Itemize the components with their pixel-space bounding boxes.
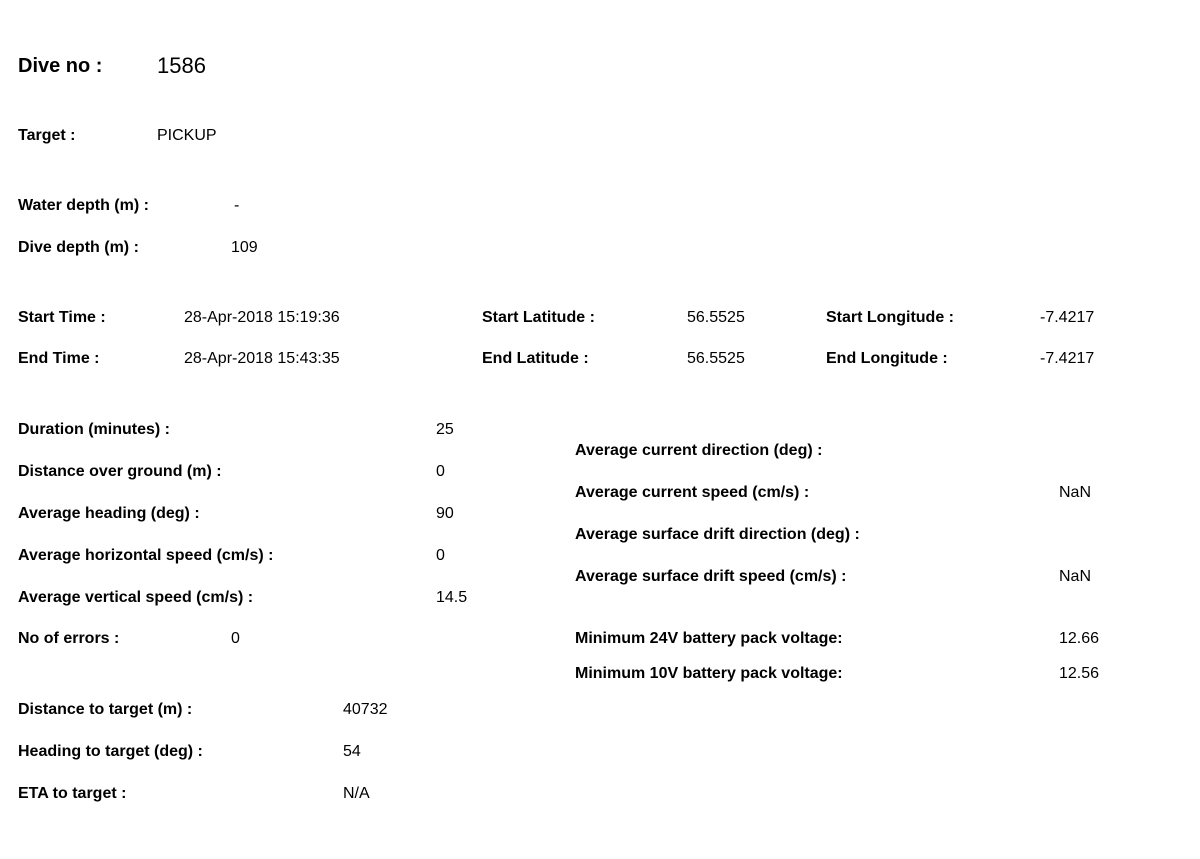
average-horizontal-speed-value: 0 — [436, 547, 445, 564]
average-heading-label: Average heading (deg) : — [18, 505, 200, 522]
start-time-value: 28-Apr-2018 15:19:36 — [184, 309, 340, 326]
average-current-direction-label: Average current direction (deg) : — [575, 442, 823, 459]
average-current-speed-label: Average current speed (cm/s) : — [575, 484, 810, 501]
heading-to-target-label: Heading to target (deg) : — [18, 743, 203, 760]
end-longitude-label: End Longitude : — [826, 350, 948, 367]
start-latitude-value: 56.5525 — [687, 309, 745, 326]
distance-to-target-label: Distance to target (m) : — [18, 701, 193, 718]
end-longitude-value: -7.4217 — [1040, 350, 1095, 367]
target-value: PICKUP — [157, 127, 217, 144]
dive-depth-value: 109 — [231, 239, 258, 256]
min-24v-battery-label: Minimum 24V battery pack voltage: — [575, 630, 843, 647]
average-surface-drift-direction-label: Average surface drift direction (deg) : — [575, 526, 860, 543]
end-latitude-value: 56.5525 — [687, 350, 745, 367]
end-time-label: End Time : — [18, 350, 100, 367]
average-heading-value: 90 — [436, 505, 454, 522]
average-current-speed-value: NaN — [1059, 484, 1092, 501]
water-depth-value: - — [234, 197, 240, 214]
average-surface-drift-speed-label: Average surface drift speed (cm/s) : — [575, 568, 847, 585]
distance-over-ground-label: Distance over ground (m) : — [18, 463, 222, 480]
average-vertical-speed-label: Average vertical speed (cm/s) : — [18, 589, 254, 606]
min-10v-battery-value: 12.56 — [1059, 665, 1100, 682]
errors-label: No of errors : — [18, 630, 120, 647]
water-depth-label: Water depth (m) : — [18, 197, 149, 214]
distance-over-ground-value: 0 — [436, 463, 445, 480]
duration-value: 25 — [436, 421, 454, 438]
distance-to-target-value: 40732 — [343, 701, 388, 718]
average-surface-drift-speed-value: NaN — [1059, 568, 1092, 585]
average-vertical-speed-value: 14.5 — [436, 589, 468, 606]
start-longitude-value: -7.4217 — [1040, 309, 1095, 326]
dive-depth-label: Dive depth (m) : — [18, 239, 139, 256]
errors-value: 0 — [231, 630, 240, 647]
target-label: Target : — [18, 127, 76, 144]
end-time-value: 28-Apr-2018 15:43:35 — [184, 350, 340, 367]
start-latitude-label: Start Latitude : — [482, 309, 595, 326]
eta-to-target-label: ETA to target : — [18, 785, 127, 802]
eta-to-target-value: N/A — [343, 785, 370, 802]
min-24v-battery-value: 12.66 — [1059, 630, 1100, 647]
duration-label: Duration (minutes) : — [18, 421, 170, 438]
average-horizontal-speed-label: Average horizontal speed (cm/s) : — [18, 547, 274, 564]
min-10v-battery-label: Minimum 10V battery pack voltage: — [575, 665, 843, 682]
dive-no-value: 1586 — [157, 53, 206, 78]
end-latitude-label: End Latitude : — [482, 350, 589, 367]
dive-no-label: Dive no : — [18, 55, 103, 77]
start-longitude-label: Start Longitude : — [826, 309, 954, 326]
heading-to-target-value: 54 — [343, 743, 361, 760]
start-time-label: Start Time : — [18, 309, 106, 326]
